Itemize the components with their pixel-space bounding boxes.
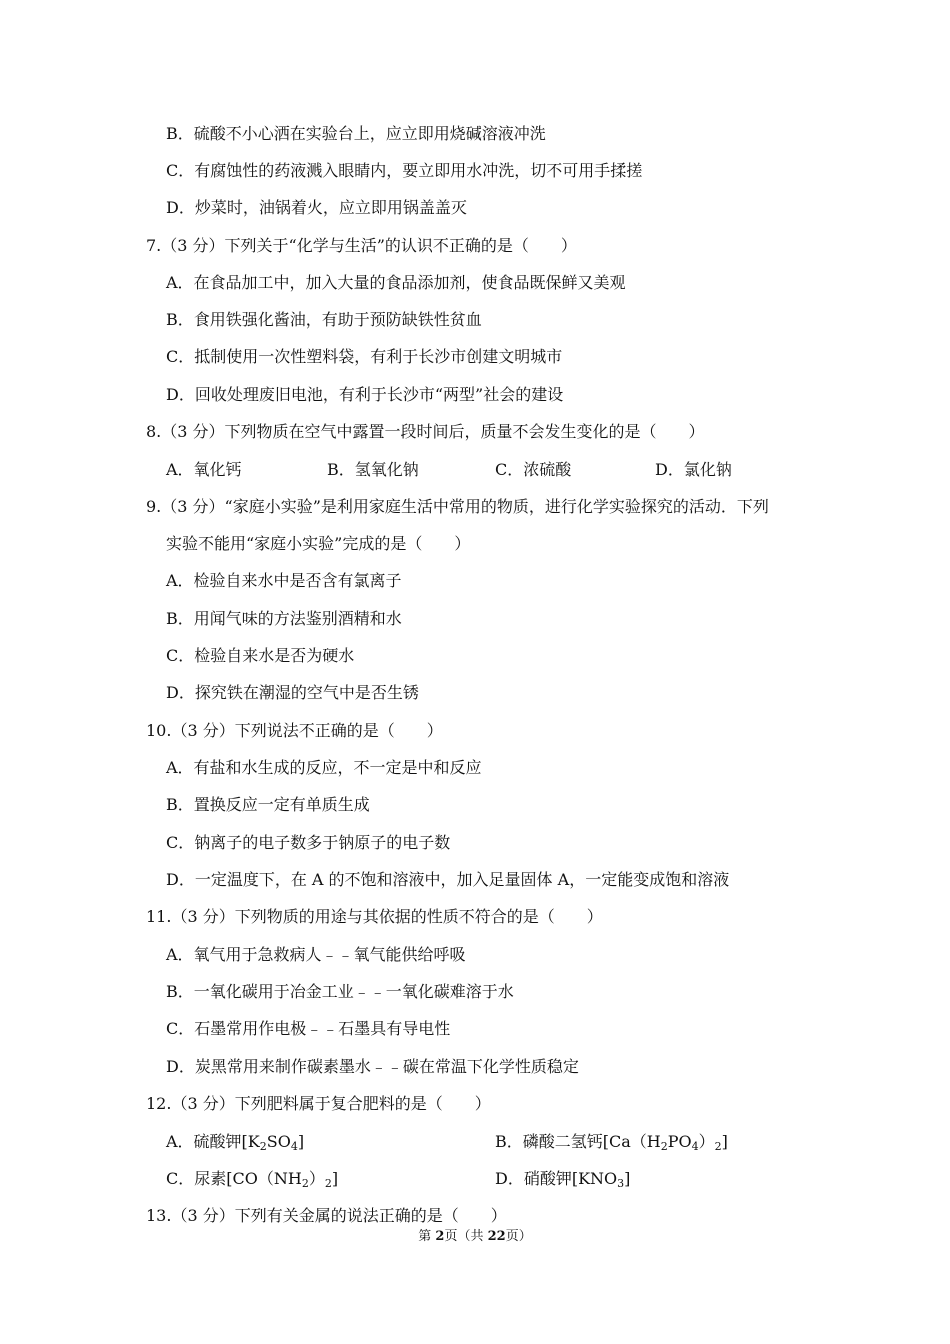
option-10c: C．钠离子的电子数多于钠原子的电子数 — [166, 833, 451, 852]
question-9-stem: 9.（3 分）“家庭小实验”是利用家庭生活中常用的物质，进行化学实验探究的活动．下列 — [146, 497, 769, 516]
option-9c: C．检验自来水是否为硬水 — [166, 646, 355, 665]
option-7b: B．食用铁强化酱油，有助于预防缺铁性贫血 — [166, 310, 482, 329]
option-11d: D．炭黑常用来制作碳素墨水﹣﹣碳在常温下化学性质稳定 — [166, 1057, 579, 1076]
option-10b: B．置换反应一定有单质生成 — [166, 795, 370, 814]
option-6b: B．硫酸不小心洒在实验台上，应立即用烧碱溶液冲洗 — [166, 124, 546, 143]
option-6c: C．有腐蚀性的药液溅入眼睛内，要立即用水冲洗，切不可用手揉搓 — [166, 161, 643, 180]
option-12a: A．硫酸钾$[K_2SO_4]$ — [166, 1132, 305, 1153]
option-12b: B．磷酸二氢钙$[Ca(H_2PO_4)_2]$ — [495, 1132, 728, 1153]
option-8d: D．氯化钠 — [655, 460, 732, 479]
question-12-stem: 12.（3 分）下列肥料属于复合肥料的是（ ） — [146, 1094, 491, 1113]
option-6d: D．炒菜时，油锅着火，应立即用锅盖盖灭 — [166, 198, 467, 217]
option-12d: D．硝酸钾$[KNO_3]$ — [495, 1169, 631, 1190]
question-7-stem: 7.（3 分）下列关于“化学与生活”的认识不正确的是（ ） — [146, 236, 577, 255]
page-total: 22 — [487, 1229, 506, 1244]
option-7c: C．抵制使用一次性塑料袋，有利于长沙市创建文明城市 — [166, 347, 563, 366]
option-8c: C．浓硫酸 — [495, 460, 572, 479]
option-9a: A．检验自来水中是否含有氯离子 — [166, 571, 402, 590]
option-10a: A．有盐和水生成的反应，不一定是中和反应 — [166, 758, 482, 777]
option-10d: D．一定温度下，在 A 的不饱和溶液中，加入足量固体 A，一定能变成饱和溶液 — [166, 870, 730, 889]
option-12c: C．尿素$[CO(NH_2)_2]$ — [166, 1169, 339, 1190]
option-9d: D．探究铁在潮湿的空气中是否生锈 — [166, 683, 419, 702]
option-11c: C．石墨常用作电极﹣﹣石墨具有导电性 — [166, 1019, 451, 1038]
option-7a: A．在食品加工中，加入大量的食品添加剂，使食品既保鲜又美观 — [166, 273, 626, 292]
option-11b: B．一氧化碳用于冶金工业﹣﹣一氧化碳难溶于水 — [166, 982, 514, 1001]
page-footer: 第 2页（共 22页） — [418, 1229, 532, 1244]
option-11a: A．氧气用于急救病人﹣﹣氧气能供给呼吸 — [166, 945, 466, 964]
option-7d: D．回收处理废旧电池，有利于长沙市“两型”社会的建设 — [166, 385, 564, 404]
option-8a: A．氧化钙 — [166, 460, 242, 479]
question-11-stem: 11.（3 分）下列物质的用途与其依据的性质不符合的是（ ） — [146, 907, 603, 926]
option-9b: B．用闻气味的方法鉴别酒精和水 — [166, 609, 402, 628]
page-number: 2 — [435, 1229, 445, 1244]
question-9-stem-cont: 实验不能用“家庭小实验”完成的是（ ） — [166, 534, 471, 553]
question-13-stem: 13.（3 分）下列有关金属的说法正确的是（ ） — [146, 1206, 507, 1225]
option-8b: B．氢氧化钠 — [327, 460, 419, 479]
question-8-stem: 8.（3 分）下列物质在空气中露置一段时间后，质量不会发生变化的是（ ） — [146, 422, 705, 441]
question-10-stem: 10.（3 分）下列说法不正确的是（ ） — [146, 721, 443, 740]
